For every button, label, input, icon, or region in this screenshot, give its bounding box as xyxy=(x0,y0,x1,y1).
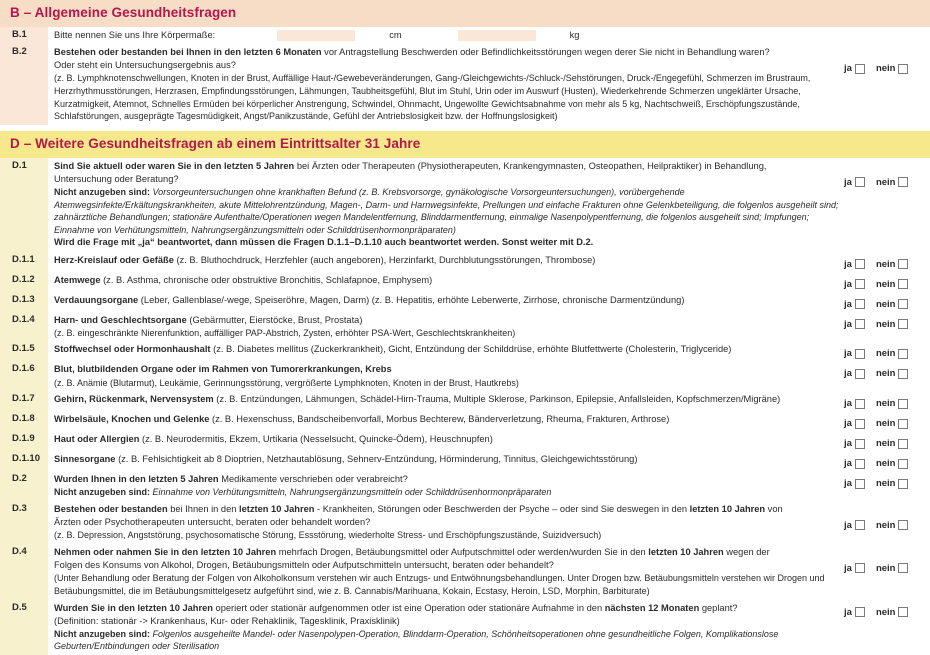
yesno-group-d1-2 xyxy=(844,272,930,292)
no-checkbox-d2[interactable] xyxy=(898,479,908,489)
no-checkbox-d1-9[interactable] xyxy=(898,439,908,449)
yes-checkbox-d1-8[interactable] xyxy=(855,419,865,429)
d1-2-bold: Atemwege xyxy=(54,275,101,285)
d2-bold-lead: Wurden Ihnen in den letzten 5 Jahren xyxy=(54,474,219,484)
d1-line2: Untersuchung oder Beratung? xyxy=(54,173,840,186)
d3-seg6: von xyxy=(765,504,783,514)
d1-4-extra: (z. B. eingeschränkte Nierenfunktion, auffälliger PAP-Abstrich, Zysten, erhöhter PSA-Wert, Geschlechtskrankheiten) xyxy=(54,327,840,340)
no-label-d1-8: nein xyxy=(876,418,896,429)
d5-note-text: Folgenlos ausgeheilte Mandel- oder Nasenpolypen-Operation, Blinddarm-Operation, Schönheitsoperationen ohne gesundheitliche Folgen, Komplikationslose Geburten/Entbindungen oder Sterilisation xyxy=(54,629,778,652)
d1-4-bold: Harn- und Geschlechtsorgane xyxy=(54,315,187,325)
no-label-d1-6: nein xyxy=(876,368,896,379)
question-body-d4 xyxy=(48,544,844,600)
yes-label-d3: ja xyxy=(844,520,852,531)
d1-7-rest: (z. B. Entzündungen, Lähmungen, Schädel-Hirn-Trauma, Multiple Sklerose, Parkinson, Epilepsie, Anfallsleiden, Kopfschmerzen/Migräne) xyxy=(214,394,781,404)
question-row-d1-7 xyxy=(0,391,930,411)
d1-6-bold: Blut, blutbildenden Organe oder im Rahmen von Tumorerkrankungen, Krebs xyxy=(54,364,392,374)
question-code-b1: B.1 xyxy=(0,27,48,44)
question-code-d1-2: D.1.2 xyxy=(0,272,48,292)
no-label-d1-3: nein xyxy=(876,299,896,310)
question-code-d3: D.3 xyxy=(0,501,48,544)
d1-3-bold: Verdauungsorgane xyxy=(54,295,138,305)
yes-checkbox-d1-1[interactable] xyxy=(855,259,865,269)
question-body-d1-5 xyxy=(48,341,844,358)
question-row-d3 xyxy=(0,501,930,544)
question-body-d1-2 xyxy=(48,272,844,289)
yes-checkbox-d4[interactable] xyxy=(855,563,865,573)
yes-label-d2: ja xyxy=(844,478,852,489)
question-code-d1-7: D.1.7 xyxy=(0,391,48,411)
question-body-d1 xyxy=(48,158,844,252)
d1-2-rest: (z. B. Asthma, chronische oder obstruktive Bronchitis, Schlafapnoe, Emphysem) xyxy=(101,275,433,285)
yes-checkbox-d1-6[interactable] xyxy=(855,369,865,379)
question-row-b2 xyxy=(0,44,930,125)
question-code-d5: D.5 xyxy=(0,600,48,655)
no-checkbox-b2[interactable] xyxy=(898,64,908,74)
question-body-d5 xyxy=(48,600,844,655)
question-row-d2 xyxy=(0,471,930,501)
no-checkbox-d1-5[interactable] xyxy=(898,349,908,359)
yes-checkbox-d1-3[interactable] xyxy=(855,299,865,309)
no-checkbox-d1-7[interactable] xyxy=(898,399,908,409)
d4-line2: Folgen des Konsums von Alkohol, Drogen, Betäubungsmitteln oder Aufputschmitteln untersucht, beraten oder behandelt? xyxy=(54,559,840,572)
yes-checkbox-d1-4[interactable] xyxy=(855,319,865,329)
yesno-group-d1-5 xyxy=(844,341,930,361)
b2-line2: Oder steht ein Untersuchungsergebnis aus? xyxy=(54,59,840,72)
weight-unit-label: kg xyxy=(570,29,580,42)
d3-line2: Ärzten oder Psychotherapeuten untersucht, beraten oder behandelt worden? xyxy=(54,516,840,529)
yes-label-d1: ja xyxy=(844,177,852,188)
d1-bold-lead: Sind Sie aktuell oder waren Sie in den letzten 5 Jahren xyxy=(54,161,294,171)
d4-seg3: letzten 10 Jahren xyxy=(648,547,723,557)
question-body-d3 xyxy=(48,501,844,544)
d1-instruction: Wird die Frage mit „ja“ beantwortet, dann müssen die Fragen D.1.1–D.1.10 auch beantwortet werden. Sonst weiter mit D.2. xyxy=(54,236,840,249)
yes-checkbox-d1-10[interactable] xyxy=(855,459,865,469)
no-checkbox-d1-2[interactable] xyxy=(898,279,908,289)
no-checkbox-d1-8[interactable] xyxy=(898,419,908,429)
d1-4-rest: (Gebärmutter, Eierstöcke, Brust, Prostata) xyxy=(187,315,363,325)
b2-examples: (z. B. Lymphknotenschwellungen, Knoten in der Brust, Auffällige Haut-/Gewebeveränderungen, Gang-/Gleichgewichts-/Schluck-/Sehstörungen, Druck-/Engegefühl, Schmerzen im Brustraum, Herzrhythmusstörungen, Herzrasen, Empfindungsstörungen, Lähmungen, Taubheitsgefühl, Blut im Stuhl, Urin oder im Auswurf (Husten), Wiederkehrende Schmerzen ungeklärter Ursache, Kurzatmigkeit, Atemnot, Schnelles Ermüden bei körperlicher Anstrengung, Schwindel, Ohnmacht, Ungewollte Gewichtsabnahme von mehr als 5 kg, Nachtschweiß, Erschöpfungszustände, Schlafstörungen, ausgeprägte Tagesmüdigkeit, Angst/Panikzustände, Gefühl der Antriebslosigkeit bzw. der Hoffnungslosigkeit) xyxy=(54,72,840,122)
question-body-d1-3 xyxy=(48,292,844,309)
question-code-d1-3: D.1.3 xyxy=(0,292,48,312)
no-checkbox-d1-3[interactable] xyxy=(898,299,908,309)
question-body-d1-7 xyxy=(48,391,844,408)
question-code-d1: D.1 xyxy=(0,158,48,252)
question-code-d1-9: D.1.9 xyxy=(0,431,48,451)
d3-seg3: letzten 10 Jahren xyxy=(239,504,314,514)
d4-seg2: mehrfach Drogen, Betäubungsmittel oder Aufputschmittel oder werden/wurden Sie in den xyxy=(276,547,648,557)
no-checkbox-d5[interactable] xyxy=(898,607,908,617)
yes-label-d1-10: ja xyxy=(844,458,852,469)
yesno-group-d2 xyxy=(844,471,930,491)
d3-examples: (z. B. Depression, Angststörung, psychosomatische Störung, Essstörung, wiederholte Stress- und Erschöpfungszustände, Suizidversuch) xyxy=(54,529,840,542)
d1-9-rest: (z. B. Neurodermitis, Ekzem, Urtikaria (Nesselsucht, Quincke-Ödem), Heuschnupfen) xyxy=(139,434,492,444)
question-body-b1 xyxy=(48,27,844,44)
yes-checkbox-d3[interactable] xyxy=(855,520,865,530)
yes-checkbox-d1-2[interactable] xyxy=(855,279,865,289)
d1-3-rest: (Leber, Gallenblase/-wege, Speiseröhre, Magen, Darm) (z. B. Hepatitis, erhöhte Leberwerte, Zirrhose, chronische Darmentzündung) xyxy=(138,295,684,305)
question-body-d1-8 xyxy=(48,411,844,428)
d3-seg1: Bestehen oder bestanden xyxy=(54,504,168,514)
no-label-d1-10: nein xyxy=(876,458,896,469)
d1-7-bold: Gehirn, Rückenmark, Nervensystem xyxy=(54,394,214,404)
question-row-d1-8 xyxy=(0,411,930,431)
yes-label-d1-9: ja xyxy=(844,438,852,449)
question-row-d1 xyxy=(0,158,930,252)
no-label-d2: nein xyxy=(876,478,896,489)
question-row-d1-4 xyxy=(0,312,930,342)
no-checkbox-d1-4[interactable] xyxy=(898,319,908,329)
d2-note-text: Einnahme von Verhütungsmitteln, Nahrungsergänzungsmitteln oder Schilddrüsenhormonpräparaten xyxy=(150,487,551,497)
d3-seg5: letzten 10 Jahren xyxy=(690,504,765,514)
no-checkbox-d1[interactable] xyxy=(898,177,908,187)
d1-8-rest: (z. B. Hexenschuss, Bandscheibenvorfall, Morbus Bechterew, Bänderverletzung, Rheuma, Frakturen, Arthrose) xyxy=(209,414,669,424)
d1-note-text: Vorsorgeuntersuchungen ohne krankhaften Befund (z. B. Krebsvorsorge, gynäkologische Vorsorgeuntersuchungen), vorübergehende Atemwegsinfekte/Erkältungskrankheiten, akute Mittelohrentzündung, Magen-, Darm- und Harnwegsinfekte, Prellungen und einfache Frakturen ohne Gelenkbeteiligung, die folgenlos ausgeheilt sind; zahnärztliche Behandlungen; stationäre Aufenthalte/Operationen wegen Mandelentfernung, Blinddarmentfernung, einmalige Nasenpolypentfernung, die folgenlos ausgeheilt sind; Impfungen; Einnahme von Verhütungsmitteln, Nahrungsergänzungsmitteln oder Schilddrüsenhormonpräparaten) xyxy=(54,187,838,235)
b2-line1-rest: vor Antragstellung Beschwerden oder Befindlichkeitsstörungen wegen derer Sie nicht in Behandlung waren? xyxy=(322,47,770,57)
d4-seg1: Nehmen oder nahmen Sie in den letzten 10 Jahren xyxy=(54,547,276,557)
question-code-d4: D.4 xyxy=(0,544,48,600)
no-checkbox-d1-6[interactable] xyxy=(898,369,908,379)
yesno-placeholder-b1 xyxy=(844,27,930,29)
yesno-group-d1 xyxy=(844,158,930,190)
yes-checkbox-d1-7[interactable] xyxy=(855,399,865,409)
question-code-d2: D.2 xyxy=(0,471,48,501)
yes-label-d1-1: ja xyxy=(844,259,852,270)
yes-label-d1-6: ja xyxy=(844,368,852,379)
question-row-d1-3 xyxy=(0,292,930,312)
yesno-group-d1-10 xyxy=(844,451,930,471)
yes-label-b2: ja xyxy=(844,63,852,74)
question-row-b1 xyxy=(0,27,930,44)
d5-seg2: operiert oder stationär aufgenommen oder ist eine Operation oder stationäre Aufnahme in den xyxy=(213,603,605,613)
yesno-group-d1-9 xyxy=(844,431,930,451)
question-row-d1-2 xyxy=(0,272,930,292)
question-code-d1-10: D.1.10 xyxy=(0,451,48,471)
yes-checkbox-d1[interactable] xyxy=(855,177,865,187)
d4-seg4: wegen der xyxy=(724,547,770,557)
d5-note-label: Nicht anzugeben sind: xyxy=(54,629,150,639)
yes-checkbox-d2[interactable] xyxy=(855,479,865,489)
yes-checkbox-d5[interactable] xyxy=(855,607,865,617)
yesno-group-d4 xyxy=(844,544,930,576)
d1-8-bold: Wirbelsäule, Knochen und Gelenke xyxy=(54,414,209,424)
question-code-d1-8: D.1.8 xyxy=(0,411,48,431)
yesno-group-d1-3 xyxy=(844,292,930,312)
question-body-d1-1 xyxy=(48,252,844,269)
question-code-d1-4: D.1.4 xyxy=(0,312,48,342)
section-header-d: D – Weitere Gesundheitsfragen ab einem Eintrittsalter 31 Jahre xyxy=(0,131,930,158)
question-row-d1-6 xyxy=(0,361,930,391)
yes-label-d5: ja xyxy=(844,607,852,618)
question-row-d1-10 xyxy=(0,451,930,471)
question-body-d1-9 xyxy=(48,431,844,448)
no-label-d5: nein xyxy=(876,607,896,618)
height-input[interactable] xyxy=(277,30,355,41)
d3-seg4: - Krankheiten, Störungen oder Beschwerden der Psyche – oder sind Sie deswegen in den xyxy=(314,504,689,514)
question-row-d5 xyxy=(0,600,930,655)
weight-input[interactable] xyxy=(458,30,536,41)
no-label-b2: nein xyxy=(876,63,896,74)
question-body-d1-6 xyxy=(48,361,844,391)
d1-line1-rest: bei Ärzten oder Therapeuten (Physiotherapeuten, Krankengymnasten, Osteopathen, Heilpraktiker) in Behandlung, xyxy=(294,161,766,171)
question-row-d1-9 xyxy=(0,431,930,451)
no-checkbox-d1-10[interactable] xyxy=(898,459,908,469)
d5-seg4: geplant? xyxy=(699,603,737,613)
d1-10-rest: (z. B. Fehlsichtigkeit ab 8 Dioptrien, Netzhautablösung, Sehnerv-Entzündung, Hörminderung, Tinnitus, Gleichgewichtsstörung) xyxy=(115,454,637,464)
d1-1-rest: (z. B. Bluthochdruck, Herzfehler (auch angeboren), Herzinfarkt, Durchblutungsstörungen, Thrombose) xyxy=(174,255,596,265)
question-body-b2 xyxy=(48,44,844,125)
yes-checkbox-d1-9[interactable] xyxy=(855,439,865,449)
d3-seg2: bei Ihnen in den xyxy=(168,504,239,514)
no-checkbox-d4[interactable] xyxy=(898,563,908,573)
yes-label-d1-3: ja xyxy=(844,299,852,310)
question-body-d1-4 xyxy=(48,312,844,342)
no-label-d3: nein xyxy=(876,520,896,531)
no-label-d1-7: nein xyxy=(876,398,896,409)
d1-10-bold: Sinnesorgane xyxy=(54,454,115,464)
no-label-d4: nein xyxy=(876,563,896,574)
no-label-d1: nein xyxy=(876,177,896,188)
yesno-group-d1-8 xyxy=(844,411,930,431)
section-header-b: B – Allgemeine Gesundheitsfragen xyxy=(0,0,930,27)
yesno-group-d5 xyxy=(844,600,930,620)
yes-label-d1-4: ja xyxy=(844,319,852,330)
yes-checkbox-d1-5[interactable] xyxy=(855,349,865,359)
no-label-d1-1: nein xyxy=(876,259,896,270)
d5-seg1: Wurden Sie in den letzten 10 Jahren xyxy=(54,603,213,613)
question-row-d1-5 xyxy=(0,341,930,361)
yesno-group-d1-1 xyxy=(844,252,930,272)
d4-examples: (Unter Behandlung oder Beratung der Folgen von Alkoholkonsum verstehen wir auch Entzugs- und Entwöhnungsbehandlungen. Unter Drogen bzw. Betäubungsmitteln verstehen wir Drogen und Betäubungsmittel, die im Betäubungsmittelgesetz aufgeführt sind, wie z. B. Cannabis/Marihuana, Kokain, Ecstasy, Heroin, LSD, Morphin, Barbiturate) xyxy=(54,572,840,597)
yes-label-d4: ja xyxy=(844,563,852,574)
no-label-d1-4: nein xyxy=(876,319,896,330)
d2-line1-rest: Medikamente verschrieben oder verabreicht? xyxy=(219,474,408,484)
d2-note-label: Nicht anzugeben sind: xyxy=(54,487,150,497)
question-row-d1-1 xyxy=(0,252,930,272)
no-checkbox-d1-1[interactable] xyxy=(898,259,908,269)
d1-5-bold: Stoffwechsel oder Hormonhaushalt xyxy=(54,344,211,354)
no-label-d1-9: nein xyxy=(876,438,896,449)
question-code-d1-6: D.1.6 xyxy=(0,361,48,391)
d1-1-bold: Herz-Kreislauf oder Gefäße xyxy=(54,255,174,265)
d5-definition: (Definition: stationär -> Krankenhaus, Kur- oder Rehaklinik, Tagesklinik, Praxisklinik) xyxy=(54,615,840,628)
yesno-group-b2 xyxy=(844,44,930,76)
question-code-b2: B.2 xyxy=(0,44,48,125)
question-body-d1-10 xyxy=(48,451,844,468)
yes-checkbox-b2[interactable] xyxy=(855,64,865,74)
yesno-group-d1-6 xyxy=(844,361,930,381)
d1-note-label: Nicht anzugeben sind: xyxy=(54,187,150,197)
d1-5-rest: (z. B. Diabetes mellitus (Zuckerkrankheit), Gicht, Entzündung der Schilddrüse, erhöhte Blutfettwerte (Cholesterin, Triglyceride) xyxy=(211,344,732,354)
yes-label-d1-7: ja xyxy=(844,398,852,409)
question-row-d4 xyxy=(0,544,930,600)
yes-label-d1-8: ja xyxy=(844,418,852,429)
question-code-d1-5: D.1.5 xyxy=(0,341,48,361)
d5-seg3: nächsten 12 Monaten xyxy=(605,603,700,613)
yesno-group-d3 xyxy=(844,501,930,533)
no-label-d1-2: nein xyxy=(876,279,896,290)
yesno-group-d1-4 xyxy=(844,312,930,332)
height-unit-label: cm xyxy=(389,29,401,42)
b1-prompt-label: Bitte nennen Sie uns Ihre Körpermaße: xyxy=(54,29,215,42)
yes-label-d1-2: ja xyxy=(844,279,852,290)
yesno-group-d1-7 xyxy=(844,391,930,411)
b2-bold-lead: Bestehen oder bestanden bei Ihnen in den letzten 6 Monaten xyxy=(54,47,322,57)
no-checkbox-d3[interactable] xyxy=(898,520,908,530)
yes-label-d1-5: ja xyxy=(844,348,852,359)
d1-9-bold: Haut oder Allergien xyxy=(54,434,139,444)
question-code-d1-1: D.1.1 xyxy=(0,252,48,272)
question-body-d2 xyxy=(48,471,844,501)
d1-6-extra: (z. B. Anämie (Blutarmut), Leukämie, Gerinnungsstörung, vergrößerte Lymphknoten, Knoten in der Brust, Hautkrebs) xyxy=(54,377,840,390)
no-label-d1-5: nein xyxy=(876,348,896,359)
